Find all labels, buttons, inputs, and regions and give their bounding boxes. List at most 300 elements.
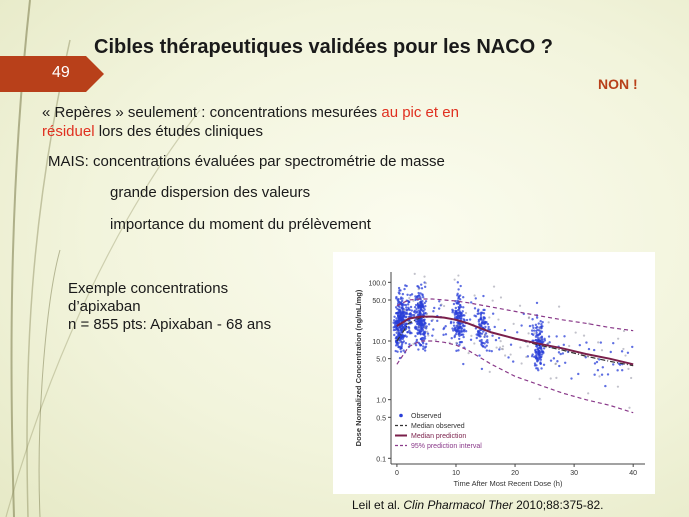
data-point [466,319,468,321]
data-point [570,377,572,379]
data-point [486,349,488,351]
data-point [396,330,398,332]
data-point [500,296,502,298]
data-point [539,338,541,340]
data-point [400,336,402,338]
data-point [485,321,487,323]
data-point [485,340,487,342]
x-axis-label: Time After Most Recent Dose (h) [453,479,563,488]
data-point [399,345,401,347]
data-point [469,318,471,320]
data-point [453,321,455,323]
data-point [541,321,543,323]
data-point [406,294,408,296]
data-point [470,339,472,341]
data-point [462,336,464,338]
legend-swatch [399,414,403,418]
data-point [481,368,483,370]
data-point [406,313,408,315]
data-point [422,348,424,350]
data-point [474,294,476,296]
data-point [438,307,440,309]
data-point [401,304,403,306]
data-point [463,314,465,316]
data-point [577,373,579,375]
data-point [491,335,493,337]
data-point [421,309,423,311]
data-point [607,373,609,375]
data-point [553,357,555,359]
data-point [465,312,467,314]
data-point [456,293,458,295]
data-point [532,324,534,326]
data-point [403,335,405,337]
data-point [601,349,603,351]
data-point [540,340,542,342]
data-point [425,282,427,284]
data-point [558,351,560,353]
data-point [533,356,535,358]
data-point [618,362,620,364]
data-point [548,335,550,337]
data-point [534,349,536,351]
data-point [458,296,460,298]
data-point [399,318,401,320]
data-point [520,362,522,364]
data-point [482,330,484,332]
data-point [562,352,564,354]
data-point [539,362,541,364]
data-point [399,341,401,343]
data-point [588,348,590,350]
data-point [489,371,491,373]
data-point [487,326,489,328]
citation-ref: 2010;88:375-82. [512,498,604,512]
data-point [476,337,478,339]
data-point [422,332,424,334]
data-point [537,352,539,354]
data-point [408,297,410,299]
data-point [432,319,434,321]
data-point [480,316,482,318]
data-point [408,313,410,315]
data-point [426,313,428,315]
data-point [414,335,416,337]
data-point [520,324,522,326]
data-point [597,369,599,371]
y-tick-label: 10.0 [372,338,386,346]
data-point [420,283,422,285]
data-point [539,327,541,329]
prediction-interval-upper [397,299,633,331]
data-point [512,360,514,362]
data-point [479,340,481,342]
data-point [396,342,398,344]
data-point [604,385,606,387]
slide-title: Cibles thérapeutiques validées pour les NACO ? [94,36,554,58]
bullet-text: « Repères » seulement : concentrations mesurées [42,104,378,121]
data-point [487,323,489,325]
data-point [475,297,477,299]
data-point [510,344,512,346]
data-point [422,342,424,344]
data-point [617,338,619,340]
data-point [585,341,587,343]
data-point [540,359,542,361]
legend [393,410,491,454]
bullet-line-3: MAIS: concentrations évaluées par spectrométrie de masse [48,153,445,170]
data-point [440,304,442,306]
data-point [628,407,630,409]
pk-figure [333,252,655,494]
data-point [612,342,614,344]
data-point [496,346,498,348]
data-point [610,351,612,353]
data-point [423,276,425,278]
data-point [405,309,407,311]
data-point [484,346,486,348]
data-point [438,300,440,302]
data-point [416,320,418,322]
data-point [454,279,456,281]
data-point [555,377,557,379]
data-point [418,326,420,328]
data-point [417,348,419,350]
data-point [513,323,515,325]
data-point [535,339,537,341]
data-point [452,309,454,311]
legend-label: Median prediction [411,433,467,440]
data-point [416,285,418,287]
data-point [418,288,420,290]
data-point [547,342,549,344]
data-point [394,350,396,352]
data-point [499,346,501,348]
data-point [453,325,455,327]
data-point [395,322,397,324]
data-point [398,287,400,289]
data-point [455,342,457,344]
data-point [418,302,420,304]
data-point [486,335,488,337]
data-point [457,306,459,308]
data-point [535,332,537,334]
data-point [483,312,485,314]
data-point [420,344,422,346]
data-point [497,318,499,320]
bullet-highlight: au pic et en [377,104,459,121]
data-point [482,295,484,297]
data-point [432,310,434,312]
y-tick-label: 0.5 [376,415,386,423]
data-point [419,311,421,313]
concentration-chart [333,252,655,494]
data-point [411,309,413,311]
data-point [462,325,464,327]
data-point [483,342,485,344]
data-point [593,349,595,351]
citation-journal: Clin Pharmacol Ther [403,498,513,512]
data-point [420,322,422,324]
data-point [442,334,444,336]
data-point [401,300,403,302]
data-point [540,367,542,369]
data-point [398,321,400,323]
data-point [427,334,429,336]
bullet-line-5: importance du moment du prélèvement [110,216,371,233]
data-point [395,317,397,319]
bullet-text: lors des études cliniques [94,123,263,140]
data-point [397,315,399,317]
data-point [539,398,541,400]
data-point [415,344,417,346]
data-point [421,287,423,289]
data-point [596,361,598,363]
data-point [556,360,558,362]
data-point [462,306,464,308]
data-point [481,321,483,323]
data-point [579,344,581,346]
data-point [460,306,462,308]
data-point [458,308,460,310]
data-point [622,348,624,350]
data-point [407,303,409,305]
data-point [465,330,467,332]
data-point [470,301,472,303]
data-point [539,330,541,332]
data-point [598,358,600,360]
y-tick-label: 0.1 [376,456,386,464]
data-point [401,343,403,345]
data-point [424,305,426,307]
citation [352,498,604,512]
data-point [498,337,500,339]
data-point [455,350,457,352]
example-block [68,280,271,334]
data-point [476,313,478,315]
x-tick-label: 0 [394,470,399,477]
data-point [631,346,633,348]
data-point [504,354,506,356]
y-tick-label: 1.0 [376,397,386,405]
data-point [451,337,453,339]
data-point [395,337,397,339]
data-point [418,319,420,321]
legend-label: 95% prediction interval [411,443,482,450]
data-point [457,274,459,276]
example-line-3: n = 855 pts: Apixaban - 68 ans [68,316,272,333]
data-point [414,327,416,329]
data-point [483,309,485,311]
data-point [527,332,529,334]
data-point [419,292,421,294]
data-point [403,309,405,311]
data-point [397,300,399,302]
data-point [594,362,596,364]
data-point [408,329,410,331]
example-line-1: Exemple concentrations [68,280,229,297]
data-point [457,324,459,326]
data-point [395,312,397,314]
citation-authors: Leil et al. [352,498,404,512]
data-point [405,342,407,344]
data-point [624,354,626,356]
data-point [398,292,400,294]
data-point [630,377,632,379]
data-point [424,326,426,328]
data-point [498,348,500,350]
data-point [532,327,534,329]
data-point [410,306,412,308]
data-point [495,339,497,341]
data-point [510,353,512,355]
data-point [474,307,476,309]
data-point [458,330,460,332]
data-point [403,340,405,342]
data-point [478,323,480,325]
data-point [612,363,614,365]
data-point [453,303,455,305]
data-point [482,318,484,320]
data-point [431,334,433,336]
data-point [418,294,420,296]
data-point [504,329,506,331]
data-point [442,328,444,330]
data-point [398,289,400,291]
data-point [450,321,452,323]
y-tick-label: 5.0 [376,356,386,364]
data-point [502,345,504,347]
data-point [516,331,518,333]
y-tick-label: 100.0 [368,280,386,288]
data-point [597,341,599,343]
data-point [457,281,459,283]
data-point [405,335,407,337]
data-point [621,369,623,371]
data-point [583,335,585,337]
data-point [540,351,542,353]
data-point [563,335,565,337]
data-point [420,306,422,308]
data-point [481,342,483,344]
data-point [458,338,460,340]
data-point [444,325,446,327]
data-point [621,350,623,352]
data-point [602,366,604,368]
bullet-line-1 [42,104,459,121]
data-point [623,330,625,332]
data-point [568,345,570,347]
data-point [462,363,464,365]
data-point [550,359,552,361]
data-point [535,367,537,369]
data-point [456,327,458,329]
data-point [537,369,539,371]
data-point [443,305,445,307]
data-point [425,300,427,302]
data-point [398,306,400,308]
data-point [406,331,408,333]
data-point [535,324,537,326]
data-point [407,300,409,302]
data-point [555,335,557,337]
data-point [554,363,556,365]
data-point [488,350,490,352]
data-point [425,343,427,345]
data-point [400,298,402,300]
data-point [488,316,490,318]
data-point [455,333,457,335]
x-tick-label: 30 [570,470,579,477]
data-point [478,334,480,336]
data-point [535,335,537,337]
data-point [536,358,538,360]
data-point [454,316,456,318]
data-point [494,326,496,328]
data-point [593,374,595,376]
data-point [454,314,456,316]
median-prediction-line [397,317,633,365]
data-point [393,334,395,336]
data-point [525,356,527,358]
data-point [403,288,405,290]
data-point [543,364,545,366]
data-point [534,362,536,364]
data-point [417,292,419,294]
data-point [617,386,619,388]
data-point [459,294,461,296]
data-point [426,331,428,333]
data-point [454,310,456,312]
data-point [480,312,482,314]
bullet-highlight: résiduel [42,123,95,140]
data-point [400,350,402,352]
data-point [528,316,530,318]
data-point [463,330,465,332]
data-point [601,374,603,376]
x-tick-label: 10 [452,470,460,477]
data-point [558,365,560,367]
data-point [533,329,535,331]
data-point [493,285,495,287]
data-point [531,318,533,320]
data-point [492,312,494,314]
data-point [548,321,550,323]
data-point [575,331,577,333]
data-point [479,332,481,334]
data-point [402,293,404,295]
prediction-interval-lower [397,341,633,413]
data-point [445,333,447,335]
data-point [435,339,437,341]
example-line-2: d’apixaban [68,298,141,315]
data-point [457,303,459,305]
data-point [468,352,470,354]
data-point [424,349,426,351]
data-point [422,345,424,347]
data-point [502,348,504,350]
answer-label: NON ! [598,76,638,92]
data-point [527,345,529,347]
data-point [405,304,407,306]
bullet-line-2 [42,123,263,140]
legend-label: Observed [411,413,442,420]
y-tick-label: 50.0 [372,297,386,305]
data-point [563,344,565,346]
data-point [458,312,460,314]
data-point [543,347,545,349]
legend-label: Median observed [411,423,465,430]
